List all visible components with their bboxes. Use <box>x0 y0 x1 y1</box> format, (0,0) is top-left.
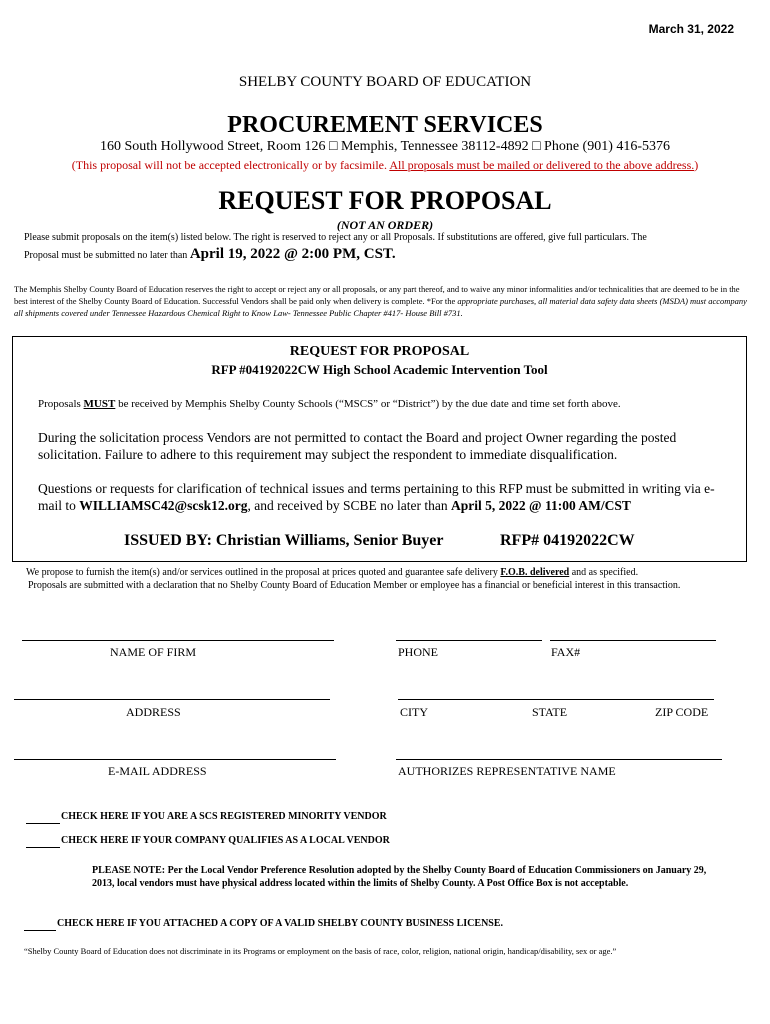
city-state-zip-line[interactable] <box>398 699 714 700</box>
deadline-label: Proposal must be submitted no later than <box>24 250 188 261</box>
propose-pre: We propose to furnish the item(s) and/or services outlined in the proposal at prices quoted and guarantee safe delivery <box>26 567 501 578</box>
reserves-paragraph <box>14 283 752 319</box>
deadline-value: April 19, 2022 @ 2:00 PM, CST. <box>189 246 396 262</box>
reserves-text: The Memphis Shelby County Board of Education reserves the right to accept or reject any or all proposals, or any part thereof, and to waive any minor informalities and/or technicalities that are deemed to be in the best interest of the Shelby County Board of Education. Successful Vendors shall be paid only when delivery is complete. *For the <box>14 284 740 306</box>
questions-mid: , and received by SCBE no later than <box>247 498 452 513</box>
must-line <box>38 398 621 410</box>
rfp-title: RFP #04192022CW High School Academic Intervention Tool <box>211 362 548 377</box>
state-label: STATE <box>532 705 568 719</box>
propose-line2: Proposals are submitted with a declaration that no Shelby County Board of Education Member or employee has a financial or beneficial interest in this transaction. <box>28 580 681 591</box>
address-label: ADDRESS <box>126 705 181 719</box>
address-line <box>0 139 770 155</box>
non-discrimination-footer: “Shelby County Board of Education does not discriminate in its Programs or employment on the basis of race, color, religion, national origin, handicap/disability, sex or age.” <box>24 946 617 956</box>
org-name: SHELBY COUNTY BOARD OF EDUCATION <box>238 74 532 90</box>
name-of-firm-line[interactable] <box>22 640 334 641</box>
phone-line[interactable] <box>396 640 542 641</box>
phone: Phone (901) 416-5376 <box>544 139 671 154</box>
minority-check-label: CHECK HERE IF YOU ARE A SCS REGISTERED MINORITY VENDOR <box>61 811 387 822</box>
must-word: MUST <box>83 398 116 410</box>
deadline-line <box>24 246 396 263</box>
submission-notice <box>0 158 770 173</box>
reserves-italic: appropriate purchases, all material data safety data sheets (MSDA) must accompany all shipments covered under Tennessee Hazardous Chemical Right to Know Law- Tennessee Public Chapter #417- House Bill #731. <box>14 296 747 318</box>
license-check-label: CHECK HERE IF YOU ATTACHED A COPY OF A VALID SHELBY COUNTY BUSINESS LICENSE. <box>57 918 504 929</box>
notice-part1: (This proposal will not be accepted electronically or by facsimile. <box>71 158 390 172</box>
fax-label: FAX# <box>551 645 581 659</box>
questions-paragraph <box>38 480 738 514</box>
fob-term: F.O.B. delivered <box>500 567 570 578</box>
local-check-line[interactable] <box>26 847 60 848</box>
fax-line[interactable] <box>550 640 716 641</box>
notice-underlined: All proposals must be mailed or delivered to the above address. <box>389 158 695 172</box>
separator-box-icon: □ <box>532 139 541 154</box>
city-label: CITY <box>400 705 428 719</box>
box-heading: REQUEST FOR PROPOSAL <box>289 344 470 359</box>
separator-box-icon: □ <box>329 139 338 154</box>
authorized-rep-line[interactable] <box>396 759 722 760</box>
subtitle: (NOT AN ORDER) <box>336 218 434 232</box>
email-label: E-MAIL ADDRESS <box>108 764 207 778</box>
zip-label: ZIP CODE <box>655 705 709 719</box>
propose-post: and as specified. <box>569 567 639 578</box>
dept-title: PROCUREMENT SERVICES <box>227 112 543 138</box>
must-pre: Proposals <box>38 398 84 410</box>
questions-date: April 5, 2022 @ 11:00 AM/CST <box>451 498 631 513</box>
date: March 31, 2022 <box>648 22 734 36</box>
issued-by: ISSUED BY: Christian Williams, Senior Buyer <box>124 532 444 549</box>
email-line[interactable] <box>14 759 336 760</box>
instructions: Please submit proposals on the item(s) listed below. The right is reserved to reject any or all Proposals. If substitutions are offered, give full particulars. The <box>24 232 647 243</box>
city: Memphis, Tennessee 38112-4892 <box>340 139 529 154</box>
local-vendor-note: PLEASE NOTE: Per the Local Vendor Preference Resolution adopted by the Shelby County Board of Education Commissioners on January 29, 2013, local vendors must have physical address located within the limits of Shelby County. A Post Office Box is not acceptable. <box>92 865 707 889</box>
notice-part3: ) <box>694 158 699 172</box>
page-title: REQUEST FOR PROPOSAL <box>218 186 552 215</box>
phone-label: PHONE <box>398 645 439 659</box>
street: 160 South Hollywood Street, Room 126 <box>99 139 326 154</box>
authorized-rep-label: AUTHORIZES REPRESENTATIVE NAME <box>398 764 616 778</box>
minority-check-line[interactable] <box>26 823 60 824</box>
name-of-firm-label: NAME OF FIRM <box>110 645 197 659</box>
address-line-field[interactable] <box>14 699 330 700</box>
questions-pre: Questions or requests for clarification of technical issues and terms pertaining to this RFP must be submitted in writing via e-mail to <box>38 481 715 513</box>
license-check-line[interactable] <box>24 930 56 931</box>
must-post: be received by Memphis Shelby County Schools (“MSCS” or “District”) by the due date and time set forth above. <box>115 398 621 410</box>
solicitation-paragraph: During the solicitation process Vendors are not permitted to contact the Board and project Owner regarding the posted solicitation. Failure to adhere to this requirement may subject the respondent to immediate disqualification. <box>38 430 677 462</box>
buyer-email: WILLIAMSC42@scsk12.org <box>79 498 248 513</box>
local-check-label: CHECK HERE IF YOUR COMPANY QUALIFIES AS A LOCAL VENDOR <box>61 835 390 846</box>
propose-paragraph <box>26 566 746 592</box>
rfp-number: RFP# 04192022CW <box>500 532 635 549</box>
